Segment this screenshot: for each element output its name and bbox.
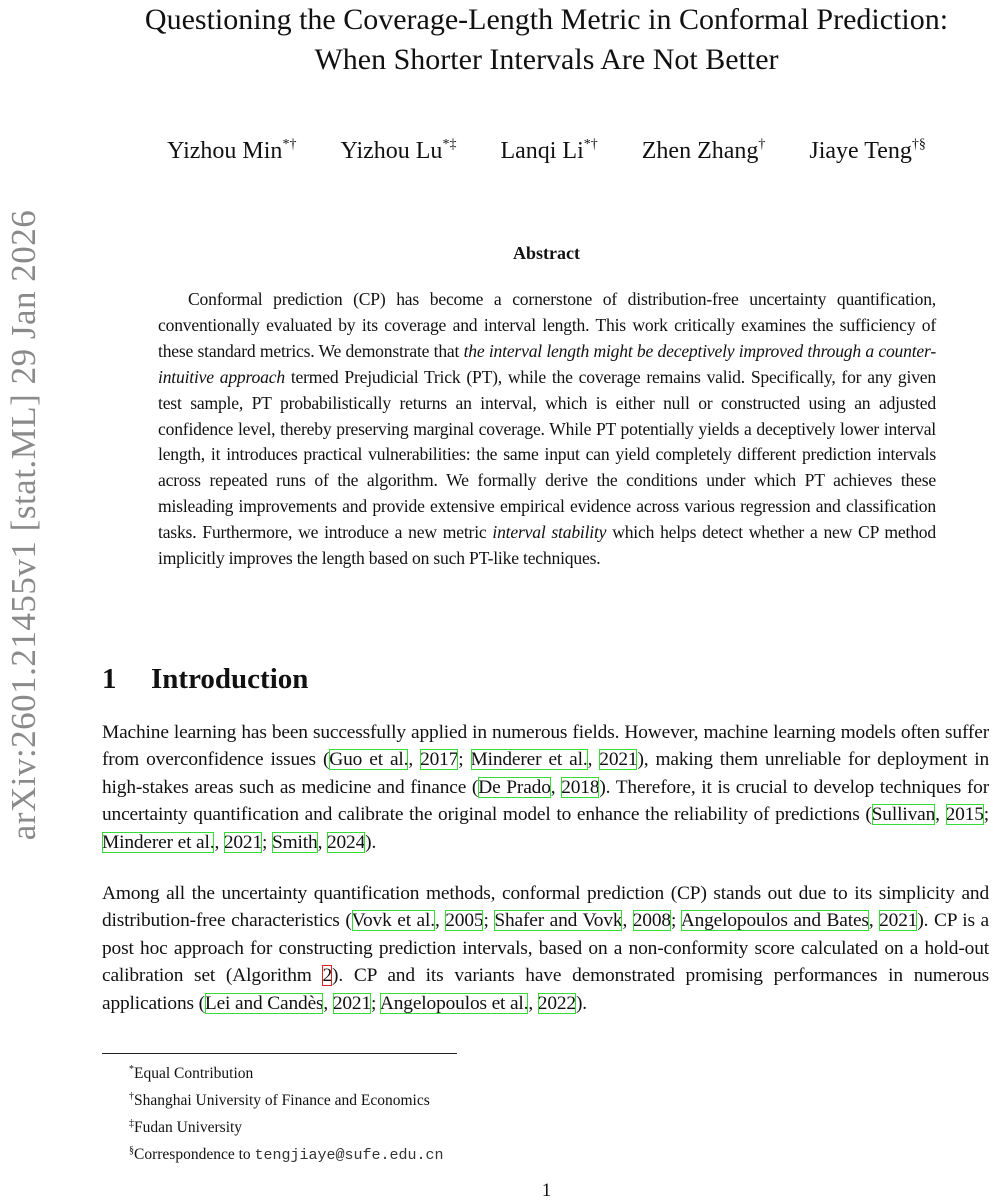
title-line-2: When Shorter Intervals Are Not Better (314, 43, 779, 76)
section-title: Introduction (151, 663, 309, 695)
arxiv-identifier-stamp (2, 180, 46, 870)
paper-title (100, 0, 993, 80)
citation-link[interactable]: Smith (271, 831, 318, 853)
author: Yizhou Lu*‡ (340, 137, 457, 164)
citation-link[interactable]: Angelopoulos et al. (379, 992, 529, 1014)
footnote-divider (102, 1053, 457, 1054)
citation-year-link[interactable]: 2018 (561, 776, 600, 798)
affiliation-marks: *† (583, 137, 598, 152)
citation-year-link[interactable]: 2005 (445, 910, 484, 932)
abstract-emphasis: the interval length might be deceptively improved through a counter-intuitive approach (158, 340, 936, 387)
footnote: ‡Fudan University (129, 1118, 243, 1136)
citation-link[interactable]: Minderer et al. (470, 749, 588, 771)
citation-year-link[interactable]: 2022 (537, 992, 576, 1014)
affiliation-marks: † (758, 137, 766, 152)
algorithm-reference-link[interactable]: 2 (322, 965, 333, 987)
citation-link[interactable]: Vovk et al. (351, 910, 435, 932)
affiliation-marks: †§ (911, 137, 926, 152)
citation-link[interactable]: De Prado (478, 776, 551, 798)
page-number: 1 (541, 1180, 552, 1201)
author: Yizhou Min*† (167, 137, 297, 164)
footnote: *Equal Contribution (129, 1064, 254, 1082)
affiliation-marks: *† (282, 137, 297, 152)
abstract-body: Conformal prediction (CP) has become a cornerstone of distribution-free uncertainty quantification, conventionally evaluated by its coverage and interval length. This work critically examines the sufficiency of these standard metrics. We demonstrate that the interval length might be deceptively improved through a counter-intuitive approach termed Prejudicial Trick (PT), while the coverage remains valid. Specifically, for any given test sample, PT probabilistically returns an interval, which is either null or constructed using an adjusted confidence level, thereby preserving marginal coverage. While PT potentially yields a deceptively lower interval length, it introduces practical vulnerabilities: the same input can yield completely different prediction intervals across repeated runs of the algorithm. We formally derive the conditions under which PT achieves these misleading improvements and provide extensive empirical evidence across various regression and classification tasks. Furthermore, we introduce a new metric interval stability which helps detect whether a new CP method implicitly improves the length based on such PT-like techniques. (158, 289, 936, 569)
abstract-heading: Abstract (513, 243, 580, 263)
intro-paragraph-1: Machine learning has been successfully applied in numerous fields. However, machine learning models often suffer from overconfidence issues (Guo et al., 2017; Minderer et al., 2021), making them unreliable for deployment in high-stakes areas such as medicine and finance (De Prado, 2018). Therefore, it is crucial to develop techniques for uncertainty quantification and calibrate the original model to enhance the reliability of predictions (Sullivan, 2015; Minderer et al., 2021; Smith, 2024). (102, 722, 989, 853)
correspondence-email[interactable]: tengjiaye@sufe.edu.cn (254, 1147, 444, 1164)
citation-link[interactable]: Sullivan (871, 804, 936, 826)
section-number: 1 (102, 663, 117, 695)
citation-link[interactable]: Minderer et al. (102, 831, 215, 853)
author-list (100, 128, 993, 168)
title-line-1: Questioning the Coverage-Length Metric in Conformal Prediction: (144, 3, 949, 36)
citation-link[interactable]: Lei and Candès (204, 992, 324, 1014)
author: Zhen Zhang† (641, 137, 766, 164)
author: Jiaye Teng†§ (809, 137, 926, 164)
citation-link[interactable]: Angelopoulos and Bates (680, 910, 869, 932)
footnote: †Shanghai University of Finance and Economics (129, 1091, 430, 1109)
section-heading-introduction (102, 660, 308, 698)
abstract-emphasis: interval stability (492, 522, 607, 543)
citation-link[interactable]: Guo et al. (329, 749, 409, 771)
citation-link[interactable]: Shafer and Vovk (494, 910, 623, 932)
citation-year-link[interactable]: 2021 (332, 992, 372, 1014)
citation-year-link[interactable]: 2021 (879, 910, 918, 932)
citation-year-link[interactable]: 2021 (599, 749, 638, 771)
citation-year-link[interactable]: 2015 (945, 804, 984, 826)
footnote: §Correspondence to tengjiaye@sufe.edu.cn (129, 1145, 444, 1164)
arxiv-stamp-text: arXiv:2601.21455v1 [stat.ML] 29 Jan 2026 (4, 209, 44, 841)
citation-year-link[interactable]: 2017 (420, 749, 459, 771)
citation-year-link[interactable]: 2021 (223, 831, 263, 853)
intro-paragraph-2: Among all the uncertainty quantification methods, conformal prediction (CP) stands out due to its simplicity and distribution-free characteristics (Vovk et al., 2005; Shafer and Vovk, 2008; Angelopoulos and Bates, 2021). CP is a post hoc approach for constructing prediction intervals, based on a non-conformity score calculated on a hold-out calibration set (Algorithm 2). CP and its variants have demonstrated promising performances in numerous applications (Lei and Candès, 2021; Angelopoulos et al., 2022). (102, 883, 989, 1014)
author: Lanqi Li*† (500, 137, 598, 164)
citation-year-link[interactable]: 2008 (632, 910, 671, 932)
citation-year-link[interactable]: 2024 (326, 831, 366, 853)
footnotes (129, 1058, 444, 1167)
affiliation-marks: *‡ (442, 137, 457, 152)
